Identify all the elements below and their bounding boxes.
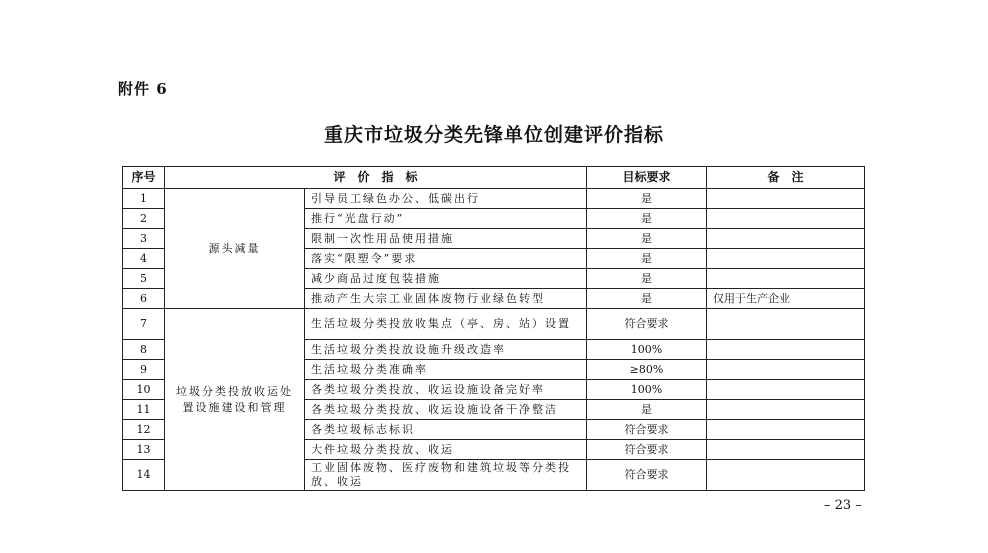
- row-indicator: 大件垃圾分类投放、收运: [305, 440, 587, 460]
- row-index: 10: [123, 380, 165, 400]
- row-target: 是: [587, 229, 707, 249]
- row-index: 4: [123, 249, 165, 269]
- row-index: 13: [123, 440, 165, 460]
- table-row: [123, 189, 865, 209]
- row-index: 5: [123, 269, 165, 289]
- row-index: 12: [123, 420, 165, 440]
- row-index: 6: [123, 289, 165, 309]
- document-title: 重庆市垃圾分类先锋单位创建评价指标: [323, 124, 664, 146]
- row-index: 11: [123, 400, 165, 420]
- header-target: 目标要求: [587, 167, 707, 189]
- row-note: [707, 209, 865, 229]
- row-note: [707, 380, 865, 400]
- row-indicator: 引导员工绿色办公、低碳出行: [305, 189, 587, 209]
- row-indicator: 各类垃圾分类投放、收运设施设备干净整洁: [305, 400, 587, 420]
- row-target: 是: [587, 289, 707, 309]
- row-note: 仅用于生产企业: [707, 289, 865, 309]
- row-target: 是: [587, 249, 707, 269]
- row-note: [707, 360, 865, 380]
- row-note: [707, 340, 865, 360]
- category-source-reduction: 源头减量: [165, 189, 305, 309]
- row-target: 是: [587, 189, 707, 209]
- table-header-row: [123, 167, 865, 189]
- row-index: 1: [123, 189, 165, 209]
- attachment-label: 附件 6: [118, 80, 168, 98]
- row-note: [707, 189, 865, 209]
- header-index: 序号: [123, 167, 165, 189]
- row-index: 7: [123, 309, 165, 340]
- row-target: 是: [587, 400, 707, 420]
- row-note: [707, 400, 865, 420]
- row-indicator: 工业固体废物、医疗废物和建筑垃圾等分类投放、收运: [305, 460, 587, 491]
- page-number: – 23 –: [824, 498, 862, 513]
- row-indicator: 生活垃圾分类投放收集点（亭、房、站）设置: [305, 309, 587, 340]
- row-target: 100%: [587, 380, 707, 400]
- row-target: 是: [587, 209, 707, 229]
- header-note: 备 注: [707, 167, 865, 189]
- row-index: 9: [123, 360, 165, 380]
- row-target: 100%: [587, 340, 707, 360]
- row-indicator: 各类垃圾标志标识: [305, 420, 587, 440]
- row-note: [707, 229, 865, 249]
- row-note: [707, 309, 865, 340]
- row-indicator: 减少商品过度包装措施: [305, 269, 587, 289]
- row-target: 符合要求: [587, 440, 707, 460]
- row-indicator: 生活垃圾分类投放设施升级改造率: [305, 340, 587, 360]
- row-indicator: 推行“光盘行动”: [305, 209, 587, 229]
- row-target: ≥80%: [587, 360, 707, 380]
- row-index: 14: [123, 460, 165, 491]
- row-indicator: 推动产生大宗工业固体废物行业绿色转型: [305, 289, 587, 309]
- row-target: 符合要求: [587, 460, 707, 491]
- category-collection-facilities: 垃圾分类投放收运处置设施建设和管理: [165, 309, 305, 491]
- row-note: [707, 440, 865, 460]
- evaluation-table: [122, 166, 865, 491]
- row-note: [707, 249, 865, 269]
- row-note: [707, 420, 865, 440]
- row-note: [707, 269, 865, 289]
- header-indicator: 评 价 指 标: [165, 167, 587, 189]
- row-indicator: 生活垃圾分类准确率: [305, 360, 587, 380]
- row-index: 8: [123, 340, 165, 360]
- row-target: 是: [587, 269, 707, 289]
- row-index: 2: [123, 209, 165, 229]
- row-note: [707, 460, 865, 491]
- row-target: 符合要求: [587, 309, 707, 340]
- row-index: 3: [123, 229, 165, 249]
- row-indicator: 限制一次性用品使用措施: [305, 229, 587, 249]
- row-indicator: 落实“限塑令”要求: [305, 249, 587, 269]
- table-row: [123, 309, 865, 340]
- row-target: 符合要求: [587, 420, 707, 440]
- row-indicator: 各类垃圾分类投放、收运设施设备完好率: [305, 380, 587, 400]
